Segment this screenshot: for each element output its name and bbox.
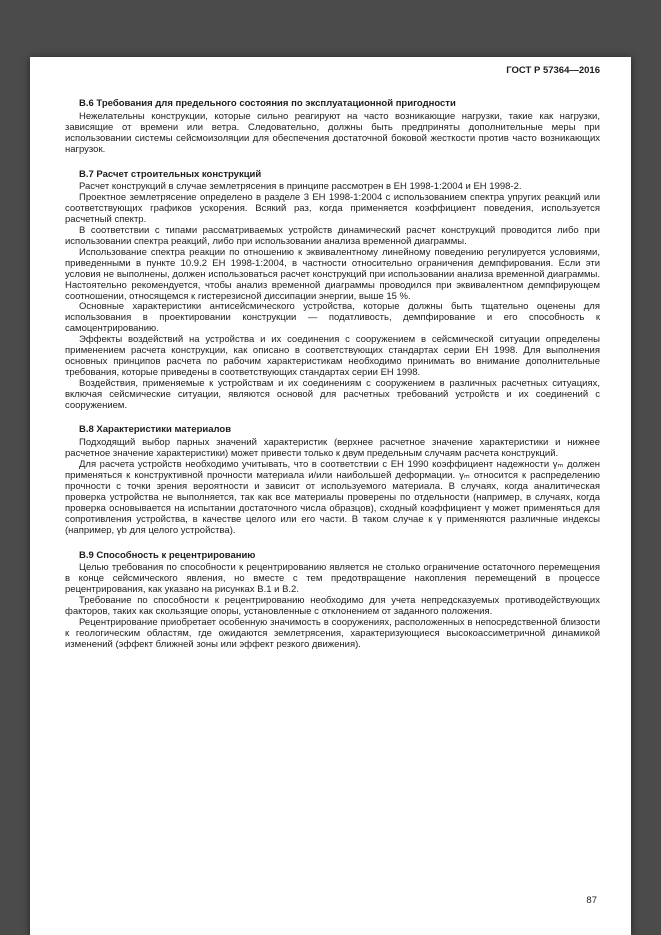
paragraph: Воздействия, применяемые к устройствам и их соединениям с сооружением в различных расчетных ситуациях, включая сейсмические ситуации, являются основой для расчетных требований устройств и их соединений с сооружением. (65, 377, 600, 411)
page-header: ГОСТ Р 57364—2016 (506, 65, 600, 76)
paragraph: Расчет конструкций в случае землетрясения в принципе рассмотрен в ЕН 1998-1:2004 и ЕН 1998-2. (79, 181, 522, 193)
section-b9 (65, 551, 600, 651)
paragraph: Требование по способности к рецентрированию необходимо для учета непредсказуемых противодействующих факторов, таких как скользящие опоры, установленные с отклонением от заданного положения. (65, 595, 600, 618)
paragraph: Для расчета устройств необходимо учитывать, что в соответствии с ЕН 1990 коэффициент надежности γₘ должен применяться к конструктивной прочности материала и/или наибольшей деформации. γₘ относится к распределению прочности с точки зрения вероятности и зависит от используемого материала. В случаях, когда аналитическая проверка устройства не выполняется, так как все материалы проверены по отдельности (например, в случаях, когда проверка основывается на испытании достаточного числа образцов), сходный коэффициент γ может применяться для сопротивления устройства, в качестве целого или его части. В таком случае к γ применяются различные индексы (например, γb для целого устройства). (65, 459, 600, 536)
document-content (65, 99, 600, 651)
document-page (30, 57, 631, 935)
paragraph: Проектное землетрясение определено в разделе 3 ЕН 1998-1:2004 с использованием спектра упругих реакций или соответствующих графиков ускорения. Всякий раз, когда применяется коэффициент поведения, используется расчетный спектр. (65, 192, 600, 226)
paragraph: Использование спектра реакции по отношению к эквивалентному линейному поведению регулируется условиями, приведенными в пункте 10.9.2 ЕН 1998-1:2004, в частности относительно ограничения демпфирования. Если эти условия не выполнены, должен использоваться расчет конструкций при использовании анализа временной диаграммы. Настоятельно рекомендуется, чтобы анализ временной диаграммы проводился при эквивалентном демпфирующем соотношении, относящемся к гистерезисной диссипации энергии, выше 15 %. (65, 246, 600, 302)
section-b8 (65, 425, 600, 536)
section-heading: В.8 Характеристики материалов (79, 424, 232, 436)
section-b6 (65, 99, 600, 156)
paragraph: В соответствии с типами рассматриваемых устройств динамический расчет конструкций проводится либо при использовании спектра реакций, либо при использовании анализа временной диаграммы. (65, 225, 600, 247)
section-heading: В.6 Требования для предельного состояния по эксплуатационной пригодности (79, 98, 456, 109)
paragraph: Нежелательны конструкции, которые сильно реагируют на часто возникающие нагрузки, такие как нагрузки, зависящие от времени или ветра. Следовательно, должны быть предприняты дополнительные меры при использовании системы сейсмоизоляции для обеспечения достаточной боковой жесткости против часто возникающих нагрузок. (65, 110, 600, 155)
paragraph: Рецентрирование приобретает особенную значимость в сооружениях, расположенных в непосредственной близости к геологическим областям, где ожидаются землетрясения, характеризующиеся высокоассиметричной динамикой изменений (эффект ближней зоны или эффект резкого движения). (65, 616, 600, 650)
paragraph: Основные характеристики антисейсмического устройства, которые должны быть тщательно оценены для использования в проектировании конструкции — податливость, демпфирование и его способность к самоцентрированию. (65, 301, 600, 335)
section-b7 (65, 170, 600, 412)
paragraph: Эффекты воздействий на устройства и их соединения с сооружением в сейсмической ситуации определены применением расчета конструкции, как описано в соответствующих стандартах серии ЕН 1998. Для выполнения основных принципов расчета по рабочим характеристикам необходимо принимать во внимание дополнительные требования, которые приведены в соответствующих стандартах серии ЕН 1998. (65, 334, 600, 378)
paragraph: Подходящий выбор парных значений характеристик (верхнее расчетное значение характеристики и нижнее расчетное значение характеристики) может привести только к двум предельным случаям расчета конструкций. (65, 437, 600, 460)
section-heading: В.7 Расчет строительных конструкций (79, 168, 262, 180)
page-number: 87 (586, 895, 597, 906)
section-heading: В.9 Способность к рецентрированию (79, 549, 256, 561)
paragraph: Целью требования по способности к рецентрированию является не столько ограничение остаточного перемещения в конце сейсмического явления, но вместе с тем предотвращение накопления перемещений в процессе рецентрирования, как указано на рисунках В.1 и В.2. (65, 562, 600, 596)
